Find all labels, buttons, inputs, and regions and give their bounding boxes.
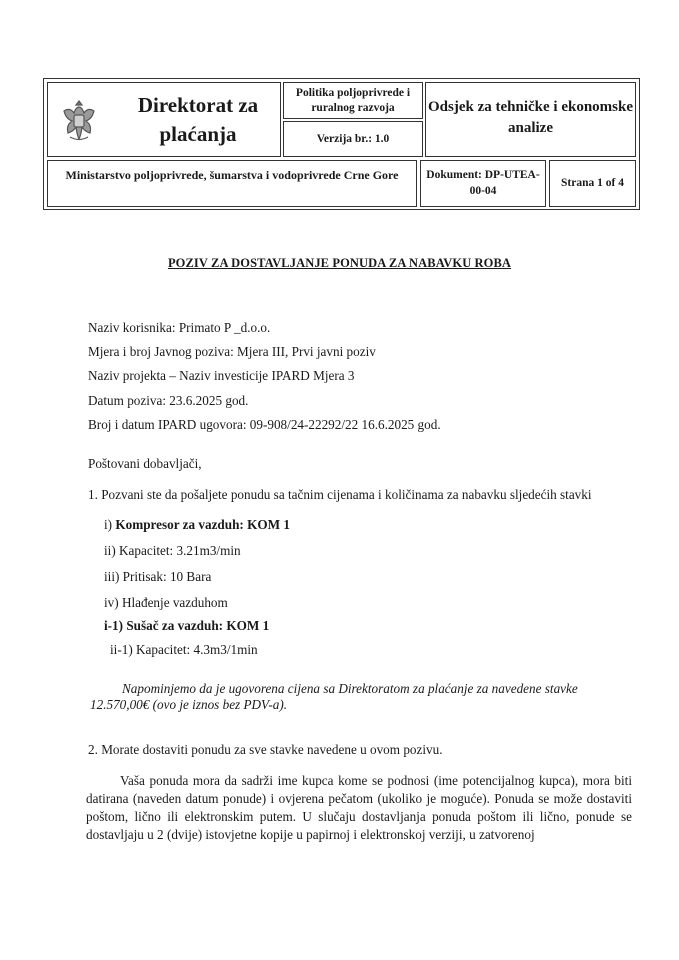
item-iv: iv) Hlađenje vazduhom — [104, 595, 228, 610]
department-cell — [425, 82, 636, 157]
item-i-1: i-1) Sušač za vazduh: KOM 1 — [104, 618, 270, 633]
ministry-cell — [47, 160, 417, 207]
info-line: Naziv korisnika: Primato P _d.o.o. — [88, 320, 271, 335]
offer-requirements-paragraph: Vaša ponuda mora da sadrži ime kupca kome se podnosi (ime potencijalnog kupca), mora biti datirana (naveden datum ponude) i ovjerena pečatom (ukoliko je moguće). Ponuda se može dostaviti poštom, lično ili elektronskim putem. U slučaju dostavljanja ponuda poštom ili lično, ponude se dostavljaju u 2 (dvije) istovjetne kopije u papirnoj i elektronskoj verziji, u zatvorenoj — [86, 773, 632, 842]
item-i — [104, 517, 290, 533]
item-iii: iii) Pritisak: 10 Bara — [104, 569, 212, 584]
point-1: 1. Pozvani ste da pošaljete ponudu sa tačnim cijenama i količinama za nabavku sljedećih stavki — [88, 487, 592, 502]
info-line: Naziv projekta – Naziv investicije IPARD Mjera 3 — [88, 368, 355, 383]
document-id-cell — [420, 160, 546, 207]
item-ii: ii) Kapacitet: 3.21m3/min — [104, 543, 241, 558]
document-id-text: Dokument: DP-UTEA-00-04 — [426, 169, 540, 197]
point-2: 2. Morate dostaviti ponudu za sve stavke navedene u ovom pozivu. — [88, 742, 443, 757]
item-ii-1: ii-1) Kapacitet: 4.3m3/1min — [110, 642, 258, 657]
info-line: Mjera i broj Javnog poziva: Mjera III, Prvi javni poziv — [88, 344, 376, 359]
version-text: Verzija br.: 1.0 — [316, 133, 390, 145]
org-title: Direktorat za plaćanja — [137, 93, 259, 146]
policy-cell — [283, 82, 423, 119]
greeting: Poštovani dobavljači, — [88, 456, 202, 471]
ministry-text: Ministarstvo poljoprivrede, šumarstva i vodoprivrede Crne Gore — [65, 168, 399, 182]
item-i-label: i) — [104, 517, 113, 532]
item-i-text: Kompresor za vazduh: KOM 1 — [115, 517, 290, 532]
org-title-cell — [47, 82, 281, 157]
page-number-text: Strana 1 of 4 — [561, 177, 624, 189]
document-title: POZIV ZA DOSTAVLJANJE PONUDA ZA NABAVKU ROBA — [167, 256, 512, 270]
price-note-line-2: 12.570,00€ (ovo je iznos bez PDV-a). — [90, 697, 288, 712]
page-number-cell — [549, 160, 636, 207]
policy-text: Politika poljoprivrede i ruralnog razvoja — [295, 87, 411, 114]
coat-of-arms-icon — [56, 97, 102, 145]
document-header-table — [43, 78, 640, 210]
info-line: Broj i datum IPARD ugovora: 09-908/24-22292/22 16.6.2025 god. — [88, 417, 441, 432]
info-line: Datum poziva: 23.6.2025 god. — [88, 393, 249, 408]
department-text: Odsjek za tehničke i ekonomske analize — [427, 99, 633, 136]
price-note-line-1: Napominjemo da je ugovorena cijena sa Direktoratom za plaćanje za navedene stavke — [122, 681, 578, 696]
version-cell — [283, 121, 423, 157]
